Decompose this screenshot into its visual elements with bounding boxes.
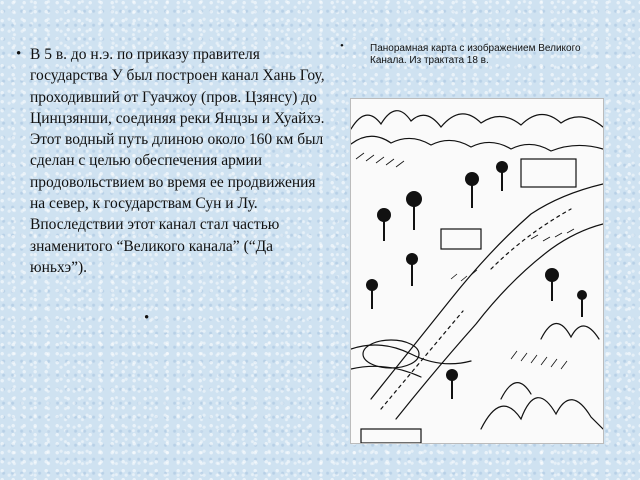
empty-bullet-icon: • [144,310,150,326]
bullet-list [16,44,326,278]
history-paragraph [16,44,326,278]
bullet-icon: • [16,46,22,62]
paragraph-text: В 5 в. до н.э. по приказу правителя государства У был построен канал Хань Гоу, проходивший от Гуачжоу (пров. Цзянсу) до Цинцзянши, соединяя реки Янцзы и Хуайхэ. Этот водный путь длиною около 160 км был сделан с целью обеспечения армии продовольствием во время ее продвижения на север, к государствам Сун и Лу. Впоследствии этот канал стал частью знаменитого “Великого канала” (“Да юньхэ”). [30,46,325,276]
map-image [350,98,604,444]
woodblock-panorama-map-icon [351,99,603,443]
text-column [16,44,326,278]
caption-bullet-icon: • [340,40,344,52]
caption-text: Панорамная карта с изображением Великого Канала. Из трактата 18 в. [370,43,581,66]
map-caption [340,40,620,66]
